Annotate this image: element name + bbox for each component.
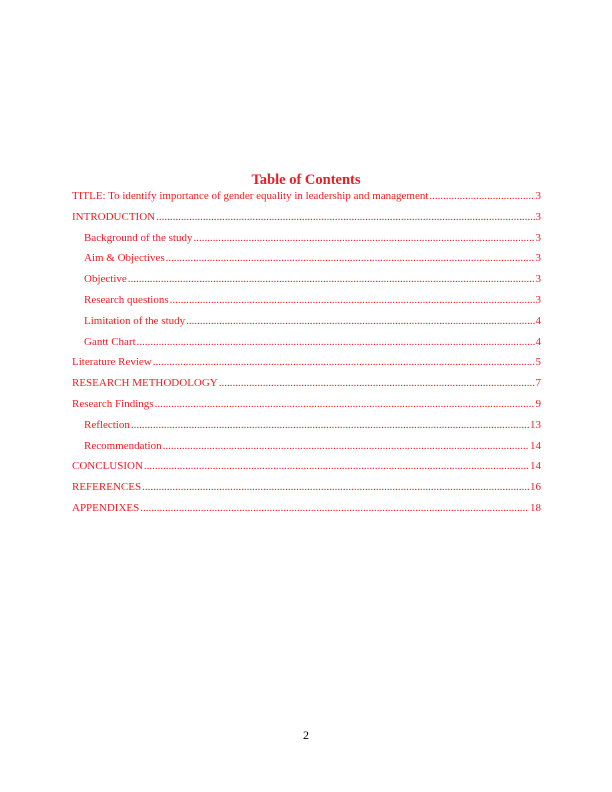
toc-leader-dots bbox=[153, 354, 535, 370]
toc-leader-dots bbox=[193, 230, 534, 246]
toc-leader-dots bbox=[142, 479, 529, 495]
toc-leader-dots bbox=[163, 438, 529, 454]
toc-leader-dots bbox=[137, 334, 535, 350]
toc-entry[interactable] bbox=[72, 313, 541, 334]
toc-heading: Table of Contents bbox=[251, 172, 361, 188]
toc-entry-label[interactable]: Objective bbox=[84, 273, 127, 286]
toc-entry[interactable] bbox=[72, 334, 541, 355]
toc-leader-dots bbox=[131, 417, 529, 433]
toc-entry[interactable] bbox=[72, 396, 541, 417]
toc-entry-label[interactable]: Recommendation bbox=[84, 439, 162, 452]
toc-entry-label[interactable]: Research questions bbox=[84, 293, 169, 306]
toc-entry-page: 7 bbox=[535, 377, 541, 390]
toc-entry-label[interactable]: INTRODUCTION bbox=[72, 210, 156, 223]
toc-entry-page: 3 bbox=[535, 190, 541, 202]
toc-entry-label[interactable]: Literature Review bbox=[72, 356, 152, 369]
toc-entry[interactable] bbox=[72, 354, 541, 375]
toc-entry-page: 9 bbox=[535, 397, 541, 410]
toc-leader-dots bbox=[128, 271, 535, 287]
toc-leader-dots bbox=[170, 292, 535, 308]
toc-leader-dots bbox=[144, 458, 529, 474]
toc-entry[interactable] bbox=[72, 500, 541, 521]
toc-entry[interactable] bbox=[72, 292, 541, 313]
toc-leader-dots bbox=[155, 396, 535, 412]
toc-entry-label[interactable]: Aim & Objectives bbox=[84, 252, 165, 265]
toc-entry-page: 3 bbox=[535, 273, 541, 286]
toc-entry-page: 4 bbox=[535, 335, 541, 348]
toc-entry-label[interactable]: Limitation of the study bbox=[84, 314, 186, 327]
toc-leader-dots bbox=[219, 375, 535, 391]
toc-entry-page: 4 bbox=[535, 314, 541, 327]
toc-leader-dots bbox=[156, 209, 534, 225]
toc-entry-label[interactable]: Background of the study bbox=[84, 231, 193, 244]
table-of-contents bbox=[72, 188, 541, 521]
toc-entry-page: 3 bbox=[535, 252, 541, 265]
toc-entry-label[interactable]: APPENDIXES bbox=[72, 501, 140, 514]
toc-entry-label[interactable]: Reflection bbox=[84, 418, 130, 431]
toc-entry-page: 13 bbox=[530, 418, 541, 431]
toc-leader-dots bbox=[186, 313, 534, 329]
toc-entry-page: 14 bbox=[530, 439, 541, 452]
toc-entry[interactable] bbox=[72, 458, 541, 479]
toc-leader-dots bbox=[166, 250, 535, 266]
toc-entry[interactable] bbox=[72, 209, 541, 230]
toc-entry-label[interactable]: REFERENCES bbox=[72, 481, 142, 494]
toc-entry[interactable] bbox=[72, 479, 541, 500]
toc-entry-page: 14 bbox=[530, 460, 541, 473]
toc-entry-page: 18 bbox=[530, 501, 541, 514]
toc-entry-page: 3 bbox=[535, 231, 541, 244]
toc-leader-dots bbox=[429, 188, 534, 204]
page-number: 2 bbox=[303, 728, 309, 742]
toc-entry-label[interactable]: Research Findings bbox=[72, 397, 154, 410]
toc-entry-label[interactable]: Gantt Chart bbox=[84, 335, 136, 348]
toc-entry-page: 16 bbox=[530, 481, 541, 494]
toc-entry-label[interactable]: CONCLUSION bbox=[72, 460, 143, 473]
toc-entry[interactable] bbox=[72, 271, 541, 292]
toc-entry[interactable] bbox=[72, 188, 541, 209]
toc-entry-label[interactable]: TITLE: To identify importance of gender equality in leadership and management bbox=[72, 190, 429, 202]
toc-entry[interactable] bbox=[72, 230, 541, 251]
toc-entry-page: 5 bbox=[535, 356, 541, 369]
toc-entry-label[interactable]: RESEARCH METHODOLOGY bbox=[72, 377, 218, 390]
toc-entry[interactable] bbox=[72, 250, 541, 271]
toc-entry[interactable] bbox=[72, 438, 541, 459]
toc-leader-dots bbox=[140, 500, 529, 516]
toc-entry[interactable] bbox=[72, 375, 541, 396]
toc-entry-page: 3 bbox=[535, 210, 541, 223]
toc-entry-page: 3 bbox=[535, 293, 541, 306]
toc-entry[interactable] bbox=[72, 417, 541, 438]
